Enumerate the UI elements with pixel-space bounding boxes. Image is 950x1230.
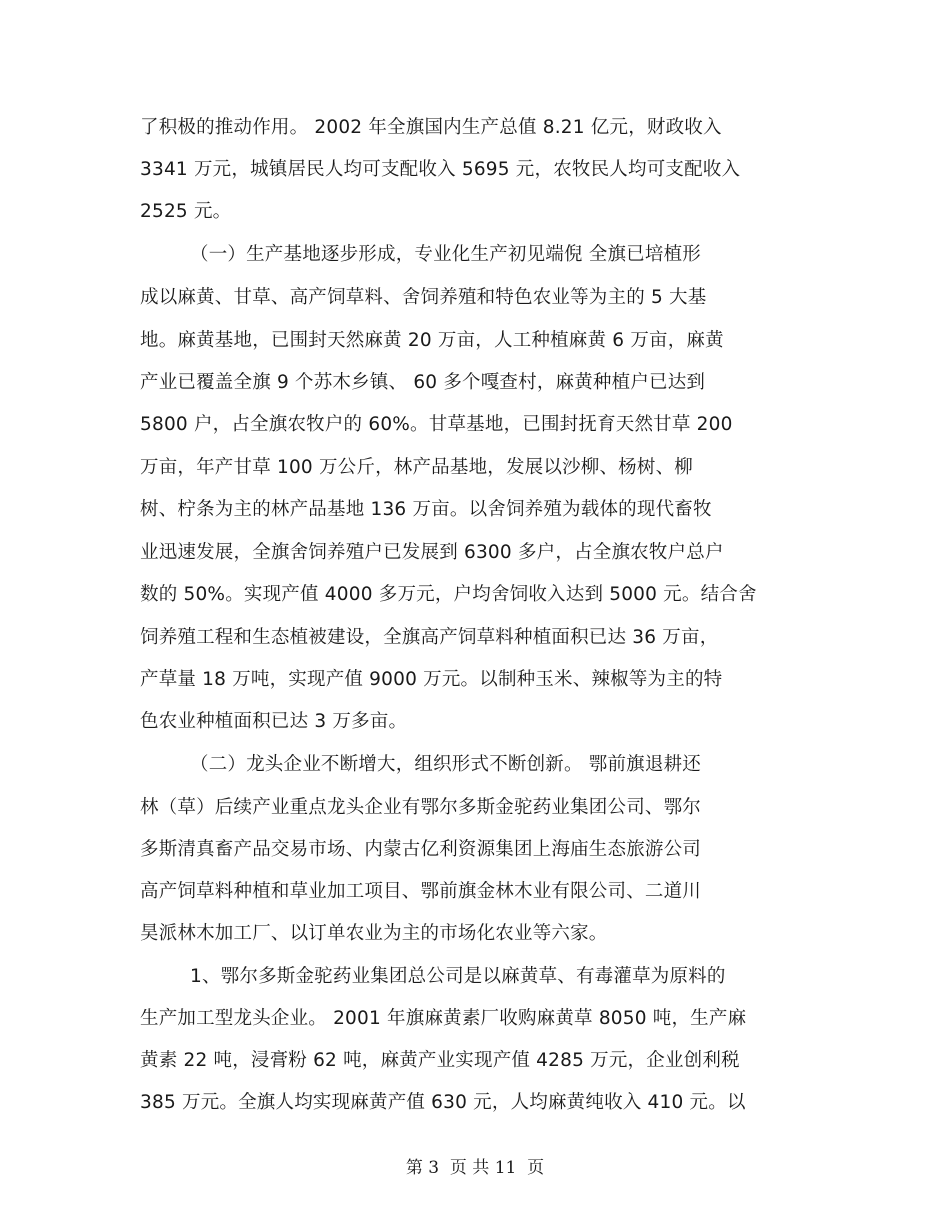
text-line: 饲养殖工程和生态植被建设，全旗高产饲草料种植面积已达 36 万亩，	[140, 627, 719, 648]
text-line: 产业已覆盖全旗 9 个苏木乡镇、 60 多个嘎查村，麻黄种植户已达到	[140, 372, 706, 393]
text-line: 色农业种植面积已达 3 万多亩。	[140, 711, 408, 732]
text-line: 林（草）后续产业重点龙头企业有鄂尔多斯金驼药业集团公司、鄂尔	[140, 797, 702, 818]
text-line: 了积极的推动作用。 2002 年全旗国内生产总值 8.21 亿元，财政收入	[140, 117, 722, 138]
text-line: 高产饲草料种植和草业加工项目、鄂前旗金林木业有限公司、二道川	[140, 881, 702, 902]
text-line: 生产加工型龙头企业。 2001 年旗麻黄素厂收购麻黄草 8050 吨，生产麻	[140, 1008, 747, 1029]
text-line: 万亩，年产甘草 100 万公斤，林产品基地，发展以沙柳、杨树、柳	[140, 457, 693, 478]
text-line: 业迅速发展，全旗舍饲养殖户已发展到 6300 多户，占全旗农牧户总户	[140, 542, 724, 563]
text-line: 多斯清真畜产品交易市场、内蒙古亿利资源集团上海庙生态旅游公司	[140, 839, 702, 860]
page-number-footer: 第 3 页 共 11 页	[405, 1158, 545, 1178]
text-line: 地。麻黄基地，已围封天然麻黄 20 万亩，人工种植麻黄 6 万亩，麻黄	[140, 330, 724, 351]
section-heading-1: （一）生产基地逐步形成，专业化生产初见端倪 全旗已培植形	[190, 244, 701, 265]
text-line: 黄素 22 吨，浸膏粉 62 吨，麻黄产业实现产值 4285 万元，企业创利税	[140, 1050, 740, 1071]
text-line: 成以麻黄、甘草、高产饲草料、舍饲养殖和特色农业等为主的 5 大基	[140, 287, 707, 308]
numbered-paragraph-start: 1、鄂尔多斯金驼药业集团总公司是以麻黄草、有毒灌草为原料的	[190, 966, 726, 987]
text-line: 2525 元。	[140, 201, 232, 222]
text-line: 385 万元。全旗人均实现麻黄产值 630 元，人均麻黄纯收入 410 元。以	[140, 1092, 746, 1113]
text-line: 树、柠条为主的林产品基地 136 万亩。以舍饲养殖为载体的现代畜牧	[140, 499, 712, 520]
section-heading-2: （二）龙头企业不断增大，组织形式不断创新。 鄂前旗退耕还	[190, 754, 701, 775]
text-line: 数的 50%。实现产值 4000 多万元，户均舍饲收入达到 5000 元。结合舍	[140, 584, 757, 605]
text-line: 3341 万元，城镇居民人均可支配收入 5695 元，农牧民人均可支配收入	[140, 159, 741, 180]
text-line: 5800 户，占全旗农牧户的 60%。甘草基地，已围封抚育天然甘草 200	[140, 414, 733, 435]
text-line: 产草量 18 万吨，实现产值 9000 万元。以制种玉米、辣椒等为主的特	[140, 669, 723, 690]
text-line: 昊派林木加工厂、以订单农业为主的市场化农业等六家。	[140, 923, 608, 944]
